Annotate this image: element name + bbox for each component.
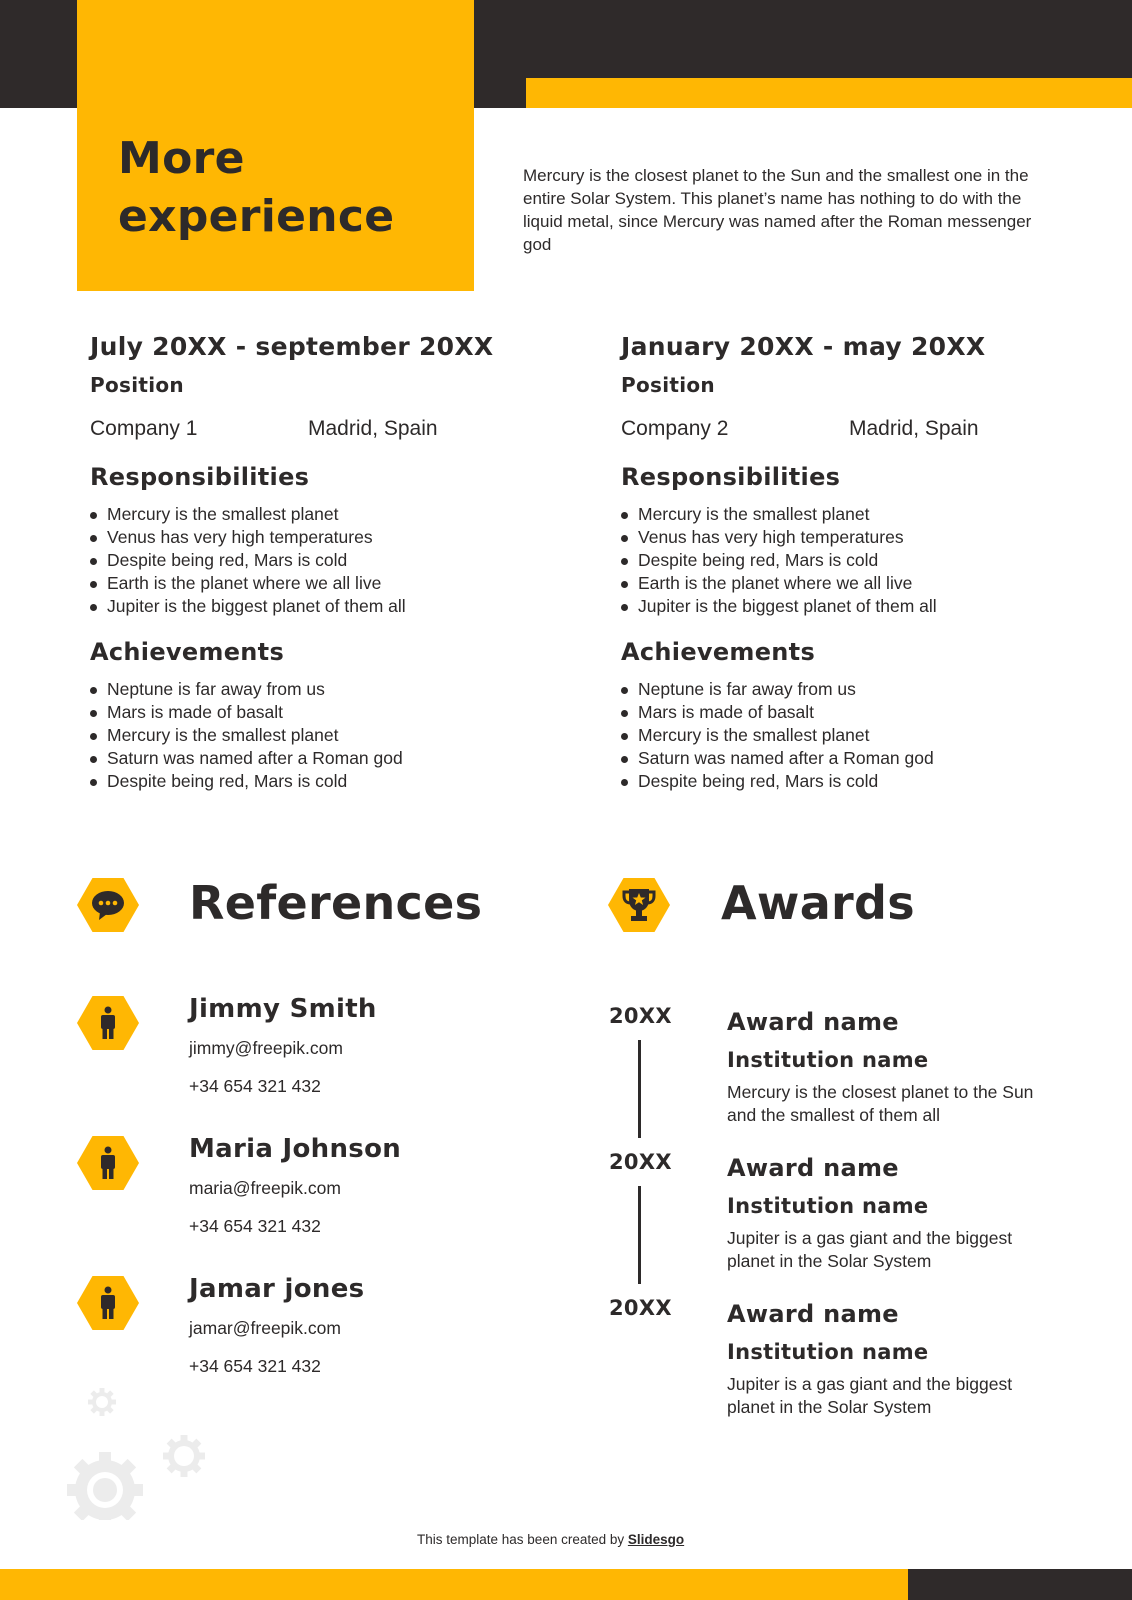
reference-name: Maria Johnson	[189, 1134, 402, 1164]
reference-phone: +34 654 321 432	[189, 1216, 321, 1236]
list-item: Jupiter is the biggest planet of them all	[621, 595, 1091, 618]
award-year: 20XX	[609, 1150, 672, 1174]
award-entry	[727, 1154, 1037, 1273]
responsibilities-list	[621, 503, 1091, 618]
company-location: Madrid, Spain	[849, 417, 979, 440]
list-item: Despite being red, Mars is cold	[90, 549, 560, 572]
awards-title: Awards	[721, 876, 915, 930]
company-row	[90, 417, 560, 441]
list-item: Mars is made of basalt	[621, 701, 1091, 724]
person-icon	[99, 1146, 117, 1180]
achievements-heading: Achievements	[90, 638, 285, 666]
header-yellow-strip	[526, 78, 1132, 108]
list-item: Earth is the planet where we all live	[621, 572, 1091, 595]
speech-bubble-icon	[90, 888, 126, 922]
award-description: Jupiter is a gas giant and the biggest planet in the Solar System	[727, 1228, 1013, 1271]
trophy-icon	[621, 886, 657, 924]
job-position: Position	[621, 373, 715, 397]
responsibilities-heading: Responsibilities	[90, 463, 310, 491]
award-year: 20XX	[609, 1296, 672, 1320]
slidesgo-link[interactable]: Slidesgo	[627, 1532, 685, 1547]
page-title	[118, 130, 394, 246]
list-item: Despite being red, Mars is cold	[621, 770, 1091, 793]
job-entry-2	[621, 331, 1091, 793]
achievements-list	[90, 678, 560, 793]
award-name: Award name	[727, 1154, 899, 1182]
responsibilities-heading: Responsibilities	[621, 463, 841, 491]
reference-phone: +34 654 321 432	[189, 1356, 321, 1376]
award-year: 20XX	[609, 1004, 672, 1028]
list-item: Saturn was named after a Roman god	[90, 747, 560, 770]
reference-hex-badge	[77, 1276, 139, 1330]
job-entry-1	[90, 331, 560, 793]
achievements-list	[621, 678, 1091, 793]
company-row	[621, 417, 1091, 441]
list-item: Despite being red, Mars is cold	[90, 770, 560, 793]
responsibilities-list	[90, 503, 560, 618]
company-location: Madrid, Spain	[308, 417, 438, 440]
award-entry	[727, 1300, 1037, 1419]
references-hex-badge	[77, 878, 139, 932]
list-item: Mercury is the smallest planet	[621, 724, 1091, 747]
award-description: Jupiter is a gas giant and the biggest planet in the Solar System	[727, 1374, 1013, 1417]
list-item: Earth is the planet where we all live	[90, 572, 560, 595]
list-item: Mercury is the smallest planet	[90, 503, 560, 526]
person-icon	[99, 1006, 117, 1040]
list-item: Mercury is the smallest planet	[621, 503, 1091, 526]
person-icon	[99, 1286, 117, 1320]
reference-entry	[189, 1134, 401, 1237]
timeline-line	[638, 1186, 641, 1284]
footer-dark-band	[908, 1569, 1132, 1600]
list-item: Saturn was named after a Roman god	[621, 747, 1091, 770]
footer-credit	[417, 1532, 684, 1547]
gears-decoration-icon	[60, 1380, 220, 1520]
page-title-line1: More	[118, 133, 245, 184]
list-item: Neptune is far away from us	[90, 678, 560, 701]
reference-email[interactable]: maria@freepik.com	[189, 1178, 341, 1198]
footer-yellow-band	[0, 1569, 908, 1600]
list-item: Jupiter is the biggest planet of them all	[90, 595, 560, 618]
footer-text: This template has been created by	[417, 1532, 628, 1547]
job-date: July 20XX - september 20XX	[90, 332, 494, 361]
award-description: Mercury is the closest planet to the Sun and the smallest of them all	[727, 1082, 1034, 1125]
award-institution: Institution name	[727, 1048, 929, 1072]
reference-phone: +34 654 321 432	[189, 1076, 321, 1096]
list-item: Venus has very high temperatures	[90, 526, 560, 549]
timeline-line	[638, 1040, 641, 1138]
awards-hex-badge	[608, 878, 670, 932]
company-name: Company 2	[621, 417, 729, 440]
list-item: Despite being red, Mars is cold	[621, 549, 1091, 572]
job-date: January 20XX - may 20XX	[621, 332, 986, 361]
reference-hex-badge	[77, 1136, 139, 1190]
award-entry	[727, 1008, 1037, 1127]
reference-entry	[189, 994, 377, 1097]
reference-email[interactable]: jimmy@freepik.com	[189, 1038, 343, 1058]
job-position: Position	[90, 373, 184, 397]
list-item: Neptune is far away from us	[621, 678, 1091, 701]
list-item: Venus has very high temperatures	[621, 526, 1091, 549]
page-title-line2: experience	[118, 191, 395, 242]
reference-hex-badge	[77, 996, 139, 1050]
award-institution: Institution name	[727, 1194, 929, 1218]
reference-name: Jamar jones	[189, 1274, 365, 1304]
award-name: Award name	[727, 1008, 899, 1036]
company-name: Company 1	[90, 417, 198, 440]
references-title: References	[189, 876, 483, 930]
list-item: Mercury is the smallest planet	[90, 724, 560, 747]
intro-paragraph: Mercury is the closest planet to the Sun and the smallest one in the entire Solar System. This planet’s name has nothing to do with the liquid metal, since Mercury was named after the Roman messenger god	[523, 166, 1032, 254]
reference-name: Jimmy Smith	[189, 994, 377, 1024]
award-institution: Institution name	[727, 1340, 929, 1364]
reference-entry	[189, 1274, 364, 1377]
achievements-heading: Achievements	[621, 638, 816, 666]
award-name: Award name	[727, 1300, 899, 1328]
list-item: Mars is made of basalt	[90, 701, 560, 724]
reference-email[interactable]: jamar@freepik.com	[189, 1318, 341, 1338]
